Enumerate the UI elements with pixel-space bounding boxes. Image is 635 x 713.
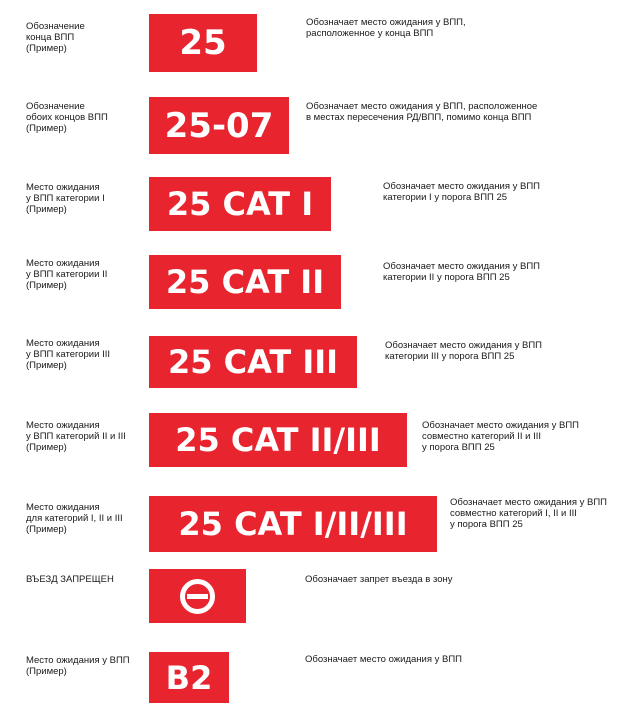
row-4-label: Место ожидания у ВПП категории II (Пример) <box>26 258 108 291</box>
row-1-description: Обозначает место ожидания у ВПП, расположенное у конца ВПП <box>306 17 466 39</box>
row-3-label: Место ожидания у ВПП категории I (Пример) <box>26 182 105 215</box>
sign-cat-ii-holding: 25 CAT II <box>149 255 341 309</box>
row-4-description: Обозначает место ожидания у ВПП категории II у порога ВПП 25 <box>383 261 540 283</box>
row-5-label: Место ожидания у ВПП категории III (Пример) <box>26 338 110 371</box>
row-1-label: Обозначение конца ВПП (Пример) <box>26 21 85 54</box>
row-7-label: Место ожидания для категорий I, II и III (Пример) <box>26 502 123 535</box>
row-3-description: Обозначает место ожидания у ВПП категории I у порога ВПП 25 <box>383 181 540 203</box>
row-8-label: ВЪЕЗД ЗАПРЕЩЕН <box>26 574 114 585</box>
row-9-label: Место ожидания у ВПП (Пример) <box>26 655 130 677</box>
row-6-description: Обозначает место ожидания у ВПП совместно категорий II и III у порога ВПП 25 <box>422 420 579 453</box>
row-2-description: Обозначает место ожидания у ВПП, расположенное в местах пересечения РД/ВПП, помимо конца ВПП <box>306 101 538 123</box>
no-entry-sign <box>149 569 246 623</box>
sign-holding-position-b2: B2 <box>149 652 229 703</box>
row-6-label: Место ожидания у ВПП категорий II и III (Пример) <box>26 420 126 453</box>
sign-runway-both-ends-25-07: 25-07 <box>149 97 289 154</box>
sign-cat-i-holding: 25 CAT I <box>149 177 331 231</box>
row-8-description: Обозначает запрет въезда в зону <box>305 574 453 585</box>
sign-cat-iii-holding: 25 CAT III <box>149 336 357 388</box>
row-5-description: Обозначает место ожидания у ВПП категории III у порога ВПП 25 <box>385 340 542 362</box>
no-entry-bar <box>187 594 208 599</box>
sign-cat-ii-iii-holding: 25 CAT II/III <box>149 413 407 467</box>
row-2-label: Обозначение обоих концов ВПП (Пример) <box>26 101 108 134</box>
sign-cat-i-ii-iii-holding: 25 CAT I/II/III <box>149 496 437 552</box>
row-7-description: Обозначает место ожидания у ВПП совместно категорий I, II и III у порога ВПП 25 <box>450 497 607 530</box>
sign-runway-end-25: 25 <box>149 14 257 72</box>
row-9-description: Обозначает место ожидания у ВПП <box>305 654 462 665</box>
